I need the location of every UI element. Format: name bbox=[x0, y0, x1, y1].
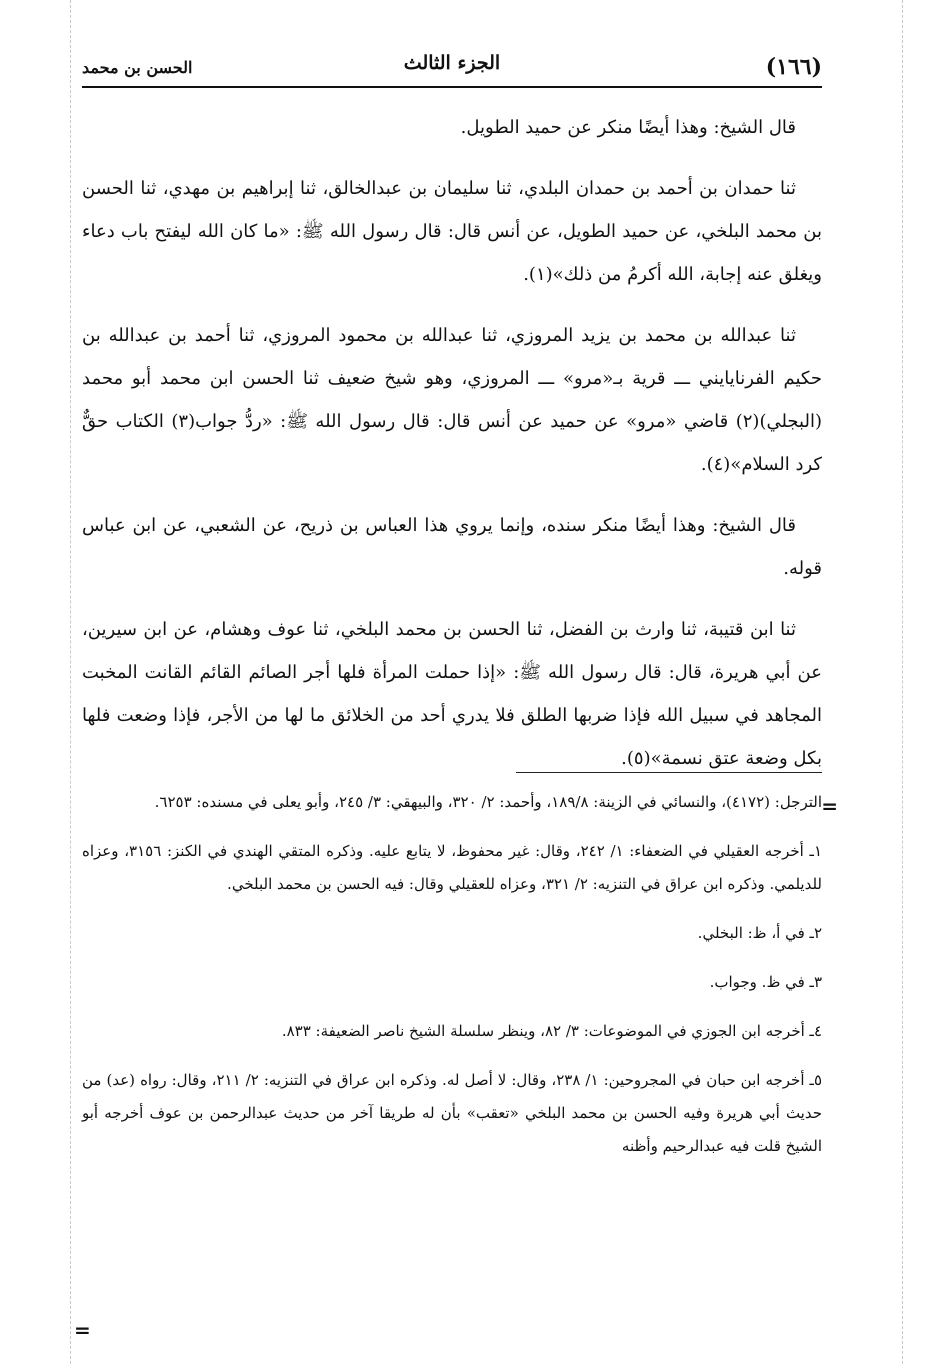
paragraph: ثنا عبدالله بن محمد بن يزيد المروزي، ثنا عبدالله بن محمود المروزي، ثنا أحمد بن عبدالله بن حكيم الفرنايايني ـــ قرية بـ«مرو» ـــ المروزي، وهو شيخ ضعيف ثنا الحسن ابن محمد أبو محمد (البجلي)(٢) قاضي «مرو» عن حميد عن أنس قال: قال رسول الله ﷺ: «ردُّ جواب(٣) الكتاب حقٌّ كرد السلام»(٤). bbox=[82, 325, 822, 475]
main-text bbox=[82, 106, 822, 798]
page-number: (١٦٦) bbox=[765, 54, 822, 80]
page-header bbox=[82, 50, 822, 88]
fold-line bbox=[70, 0, 71, 1364]
paragraph: ثنا ابن قتيبة، ثنا وارث بن الفضل، ثنا الحسن بن محمد البلخي، ثنا عوف وهشام، عن ابن سيرين، عن أبي هريرة، قال: قال رسول الله ﷺ: «إذا حملت المرأة فلها أجر الصائم القائم القانت المخبت المجاهد في سبيل الله فإذا ضربها الطلق فلا يدري أحد من الخلائق ما لها من الأجر، فإذا وضعت فلها بكل وضعة عتق نسمة»(٥). bbox=[82, 619, 822, 769]
footnotes bbox=[82, 786, 822, 1179]
footnote: ٢ـ في أ، ظ: البخلي. bbox=[697, 924, 822, 942]
footnote-divider bbox=[516, 772, 822, 773]
footnote: ١ـ أخرجه العقيلي في الضعفاء: ١/ ٢٤٢، وقال: غير محفوظ، لا يتابع عليه. وذكره المتقي الهندي في الكنز: ٣١٥٦، وعزاه للديلمي. وذكره ابن عراق في التنزيه: ٢/ ٣٢١، وعزاه للعقيلي وقال: فيه الحسن بن محمد البلخي. bbox=[82, 842, 822, 893]
part-title: الجزء الثالث bbox=[403, 52, 501, 74]
footnote: ٥ـ أخرجه ابن حبان في المجروحين: ١/ ٢٣٨، وقال: لا أصل له. وذكره ابن عراق في التنزيه: ٢/ ٢١١، وقال: رواه (عد) من حديث أبي هريرة وفيه الحسن بن محمد البلخي «تعقب» بأن له طريقا آخر من حديث عبدالرحمن بن عوف أخرجه أبو الشيخ قلت فيه عبدالرحيم وأظنه bbox=[82, 1071, 822, 1155]
paragraph: ثنا حمدان بن أحمد بن حمدان البلدي، ثنا سليمان بن عبدالخالق، ثنا إبراهيم بن مهدي، ثنا الحسن بن محمد البلخي، عن حميد الطويل، عن أنس قال: قال رسول الله ﷺ: «ما كان الله ليفتح باب دعاء ويغلق عنه إجابة، الله أكرمُ من ذلك»(١). bbox=[82, 178, 822, 285]
footnote: ٤ـ أخرجه ابن الجوزي في الموضوعات: ٣/ ٨٢، وينظر سلسلة الشيخ ناصر الضعيفة: ٨٣٣. bbox=[281, 1022, 822, 1040]
paragraph: قال الشيخ: وهذا أيضًا منكر سنده، وإنما يروي هذا العباس بن ذريح، عن الشعبي، عن ابن عباس قوله. bbox=[82, 515, 822, 579]
paragraph: قال الشيخ: وهذا أيضًا منكر عن حميد الطويل. bbox=[460, 117, 796, 138]
fold-line bbox=[902, 0, 903, 1364]
footnote-end-mark: = bbox=[74, 1318, 91, 1342]
footnote: ٣ـ في ظ. وجواب. bbox=[709, 973, 822, 991]
footnote-continuation-mark: = bbox=[821, 794, 838, 818]
footnote: الترجل: (٤١٧٢)، والنسائي في الزينة: ١٨٩/٨، وأحمد: ٢/ ٣٢٠، والبيهقي: ٣/ ٢٤٥، وأبو يعلى في مسنده: ٦٢٥٣. bbox=[154, 793, 822, 811]
topic-title: الحسن بن محمد bbox=[82, 58, 193, 77]
